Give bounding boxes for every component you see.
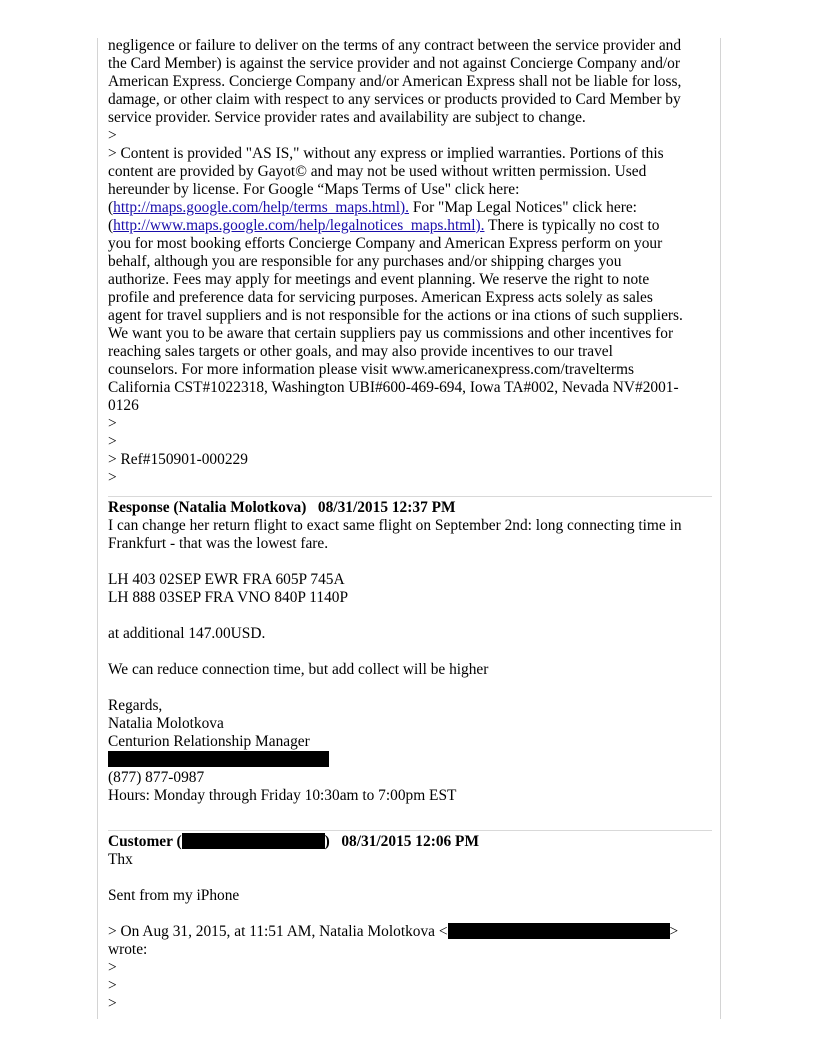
blank-line bbox=[108, 643, 712, 661]
quote-marker: > bbox=[108, 995, 117, 1012]
customer-heading-prefix: Customer ( bbox=[108, 833, 182, 850]
disclaimer-line: hereunder by license. For Google “Maps Terms of Use" click here: bbox=[108, 181, 520, 198]
legal-notices-line bbox=[108, 217, 712, 235]
paren-open: ( bbox=[108, 199, 114, 216]
maps-terms-line bbox=[108, 199, 712, 217]
quote-header-suffix: > bbox=[669, 923, 679, 940]
redaction-bar bbox=[448, 923, 670, 939]
blank-line bbox=[108, 553, 712, 571]
legal-notices-link-tail[interactable]: ). bbox=[475, 217, 485, 234]
blank-line bbox=[108, 679, 712, 697]
quote-marker: > bbox=[108, 433, 117, 450]
disclaimer-line: damage, or other claim with respect to any services or products provided to Card Member by bbox=[108, 91, 681, 108]
quote-marker: > bbox=[108, 959, 117, 976]
reduce-note: We can reduce connection time, but add collect will be higher bbox=[108, 661, 489, 678]
flight-line: LH 888 03SEP FRA VNO 840P 1140P bbox=[108, 589, 349, 606]
sender-name: Natalia Molotkova bbox=[108, 715, 224, 732]
disclaimer-line: content are provided by Gayot© and may not be used without written permission. Used bbox=[108, 163, 647, 180]
disclaimer-line: service provider. Service provider rates and availability are subject to change. bbox=[108, 109, 586, 126]
quote-marker: > bbox=[108, 415, 117, 432]
quote-marker: > bbox=[108, 977, 117, 994]
additional-cost: at additional 147.00USD. bbox=[108, 625, 266, 642]
blank-line bbox=[108, 869, 712, 887]
sent-from: Sent from my iPhone bbox=[108, 887, 240, 904]
maps-terms-after: For "Map Legal Notices" click here: bbox=[408, 199, 637, 216]
disclaimer-line: California CST#1022318, Washington UBI#600-469-694, Iowa TA#002, Nevada NV#2001- bbox=[108, 379, 679, 396]
blank-line bbox=[108, 607, 712, 625]
disclaimer-line: behalf, although you are responsible for any purchases and/or shipping charges you bbox=[108, 253, 622, 270]
response-heading: Response (Natalia Molotkova) 08/31/2015 12:37 PM bbox=[108, 499, 456, 516]
disclaimer-line: profile and preference data for servicing purposes. American Express acts solely as sales bbox=[108, 289, 653, 306]
disclaimer-line: > Content is provided "AS IS," without any express or implied warranties. Portions of this bbox=[108, 145, 664, 162]
customer-heading-suffix: ) 08/31/2015 12:06 PM bbox=[324, 833, 479, 850]
blank-line bbox=[108, 805, 712, 823]
paren-open: ( bbox=[108, 217, 114, 234]
quote-wrote: wrote: bbox=[108, 941, 148, 958]
disclaimer-line: you for most booking efforts Concierge Company and American Express perform on your bbox=[108, 235, 663, 252]
legal-notices-link[interactable]: http://www.maps.google.com/help/legalnotices_maps.html bbox=[113, 217, 476, 234]
disclaimer-line: We want you to be aware that certain suppliers pay us commissions and other incentives for bbox=[108, 325, 674, 342]
disclaimer-line: negligence or failure to deliver on the terms of any contract between the service provider and bbox=[108, 37, 682, 54]
response-message bbox=[108, 499, 712, 823]
disclaimer-line: American Express. Concierge Company and/or American Express shall not be liable for loss, bbox=[108, 73, 682, 90]
blank-line bbox=[108, 905, 712, 923]
message-divider bbox=[108, 830, 712, 831]
disclaimer-line: authorize. Fees may apply for meetings and event planning. We reserve the right to note bbox=[108, 271, 650, 288]
sender-phone: (877) 877-0987 bbox=[108, 769, 205, 786]
disclaimer-line: the Card Member) is against the service provider and not against Concierge Company and/or bbox=[108, 55, 681, 72]
disclaimer-block bbox=[108, 37, 712, 487]
redacted-line bbox=[108, 751, 712, 769]
quote-header bbox=[108, 923, 712, 941]
quote-marker: > bbox=[108, 127, 117, 144]
customer-body-line: Thx bbox=[108, 851, 133, 868]
customer-message bbox=[108, 833, 712, 1013]
response-body-line: Frankfurt - that was the lowest fare. bbox=[108, 535, 329, 552]
sender-hours: Hours: Monday through Friday 10:30am to 7:00pm EST bbox=[108, 787, 457, 804]
maps-terms-link[interactable]: http://maps.google.com/help/terms_maps.html bbox=[113, 199, 400, 216]
response-body-line: I can change her return flight to exact same flight on September 2nd: long connecting time in bbox=[108, 517, 682, 534]
signoff: Regards, bbox=[108, 697, 163, 714]
quote-header-prefix: > On Aug 31, 2015, at 11:51 AM, Natalia Molotkova < bbox=[108, 923, 448, 940]
disclaimer-line: counselors. For more information please visit www.americanexpress.com/travelterms bbox=[108, 361, 634, 378]
customer-heading bbox=[108, 833, 712, 851]
email-thread bbox=[108, 37, 712, 1013]
disclaimer-line: reaching sales targets or other goals, and may also provide incentives to our travel bbox=[108, 343, 613, 360]
disclaimer-line: agent for travel suppliers and is not responsible for the actions or ina ctions of such suppliers. bbox=[108, 307, 683, 324]
disclaimer-line: 0126 bbox=[108, 397, 139, 414]
quote-marker: > bbox=[108, 469, 117, 486]
reference-number: > Ref#150901-000229 bbox=[108, 451, 248, 468]
redaction-bar bbox=[182, 833, 325, 849]
sender-title: Centurion Relationship Manager bbox=[108, 733, 310, 750]
maps-terms-link-tail[interactable]: ). bbox=[399, 199, 409, 216]
flight-line: LH 403 02SEP EWR FRA 605P 745A bbox=[108, 571, 345, 588]
legal-notices-after: There is typically no cost to bbox=[484, 217, 660, 234]
message-divider bbox=[108, 496, 712, 497]
redaction-bar bbox=[108, 751, 329, 767]
